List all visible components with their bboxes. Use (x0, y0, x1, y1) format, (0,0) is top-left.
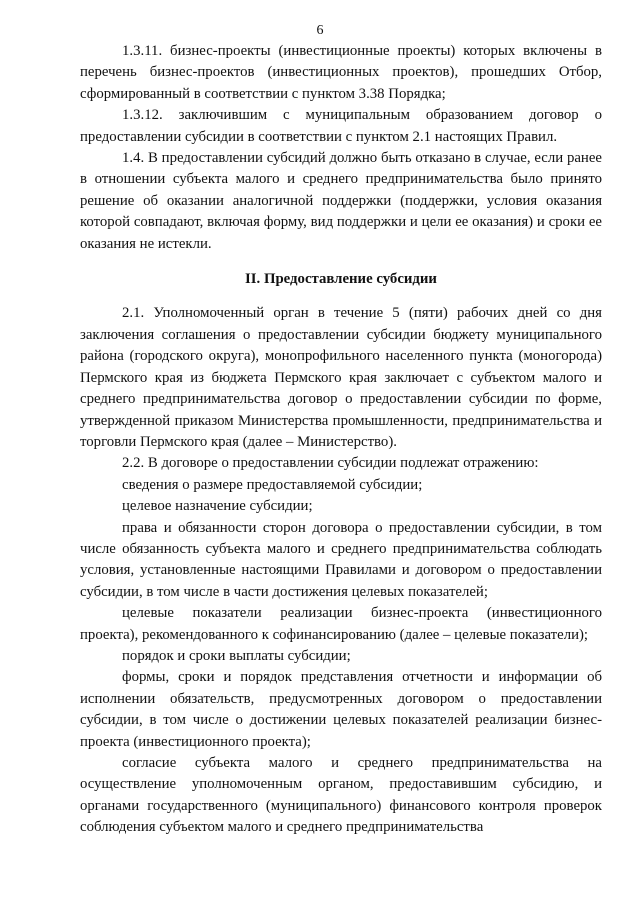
paragraph-2-1: 2.1. Уполномоченный орган в течение 5 (пяти) рабочих дней со дня заключения соглашения о предоставлении субсидии бюджету муниципального района (городского округа), монопрофильного населенного пункта (моногорода) Пермского края из бюджета Пермского края заключает с субъектом малого и среднего предпринимательства договор о предоставлении субсидии по форме, утвержденной приказом Министерства промышленности, предпринимательства и торговли Пермского края (далее – Министерство). (80, 305, 602, 450)
paragraph-1-3-12: 1.3.12. заключившим с муниципальным образованием договор о предоставлении субсидии в соответствии с пунктом 2.1 настоящих Правил. (80, 107, 602, 145)
page-number: 6 (316, 23, 324, 38)
list-item-payment-terms: порядок и сроки выплаты субсидии; (122, 647, 351, 664)
paragraph-1-4: 1.4. В предоставлении субсидий должно быть отказано в случае, если ранее в отношении субъекта малого и среднего предпринимательства было принято решение об оказании аналогичной поддержки (поддержки, условия оказания которой совпадают, включая форму, вид поддержки и цели ее оказания) и сроки ее оказания не истекли. (80, 150, 602, 252)
list-item-target-indicators: целевые показатели реализации бизнес-проекта (инвестиционного проекта), рекомендованного к софинансированию (далее – целевые показатели); (80, 605, 602, 643)
paragraph-1-3-11: 1.3.11. бизнес-проекты (инвестиционные проекты) которых включены в перечень бизнес-проектов (инвестиционных проектов), прошедших Отбор, сформированный в соответствии с пунктом 3.38 Порядка; (80, 43, 602, 102)
list-item-subsidy-size: сведения о размере предоставляемой субсидии; (122, 476, 423, 493)
section-title: II. Предоставление субсидии (245, 271, 437, 288)
list-item-consent: согласие субъекта малого и среднего предпринимательства на осуществление уполномоченным органом, предоставившим субсидию, и органами государственного (муниципального) финансового контроля проверок соблюдения субъектом малого и среднего предпринимательства (80, 755, 602, 836)
list-item-purpose: целевое назначение субсидии; (122, 498, 313, 515)
paragraph-2-2: 2.2. В договоре о предоставлении субсидии подлежат отражению: (122, 455, 539, 472)
list-item-reporting: формы, сроки и порядок представления отчетности и информации об исполнении обязательств, предусмотренных договором о предоставлении субсидии, в том числе о достижении целевых показателей реализации бизнес-проекта (инвестиционного проекта); (80, 669, 602, 750)
list-item-rights-obligations: права и обязанности сторон договора о предоставлении субсидии, в том числе обязанность субъекта малого и среднего предпринимательства соблюдать условия, установленные настоящими Правилами и договором о предоставлении субсидии, в том числе в части достижения целевых показателей; (80, 519, 602, 600)
document-body (80, 41, 602, 839)
